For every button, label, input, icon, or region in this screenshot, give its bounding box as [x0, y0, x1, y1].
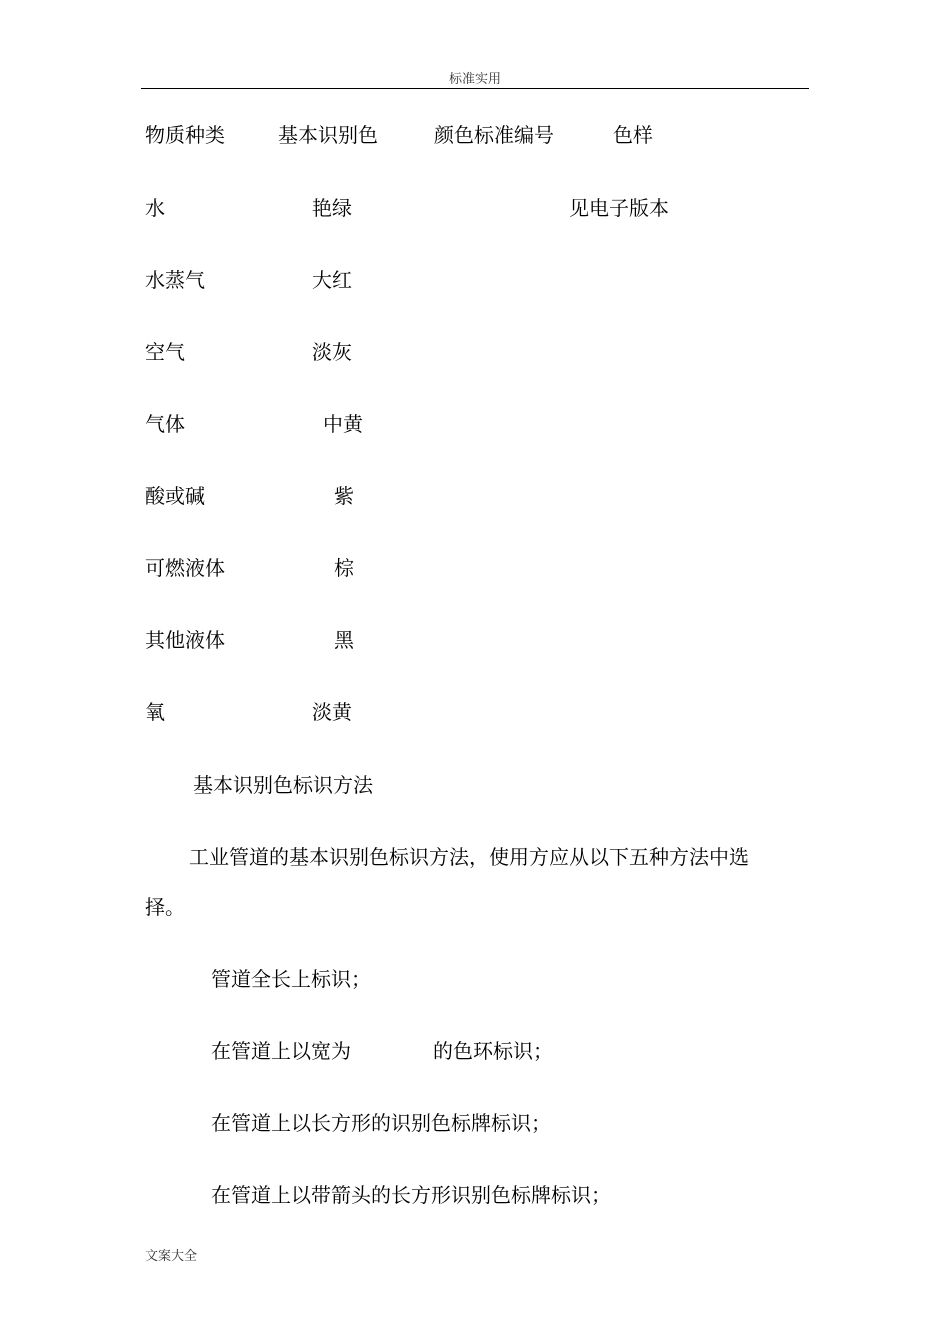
row-substance: 空气: [145, 340, 185, 364]
row-color: 淡黄: [312, 700, 352, 724]
row-color: 中黄: [323, 412, 363, 436]
row-color: 艳绿: [312, 196, 352, 220]
row-color: 紫: [334, 484, 354, 508]
row-substance: 气体: [145, 412, 185, 436]
row-color: 棕: [334, 556, 354, 580]
col-header-basic-color: 基本识别色: [278, 123, 378, 147]
page-footer: 文案大全: [145, 1249, 198, 1264]
section-heading: 基本识别色标识方法: [193, 773, 373, 797]
method-item: 在管道上以带箭头的长方形识别色标牌标识；: [211, 1183, 611, 1207]
page-header: 标准实用: [448, 72, 501, 87]
method-item-continuation: 的色环标识；: [433, 1039, 553, 1063]
row-substance: 水: [145, 196, 165, 220]
row-substance: 可燃液体: [145, 556, 225, 580]
method-item: 管道全长上标识；: [211, 967, 371, 991]
col-header-color-code: 颜色标准编号: [434, 123, 554, 147]
col-header-sample: 色样: [613, 123, 653, 147]
col-header-substance: 物质种类: [145, 123, 225, 147]
row-color: 淡灰: [312, 340, 352, 364]
method-item: 在管道上以宽为: [211, 1039, 351, 1063]
intro-paragraph-line: 择。: [145, 895, 185, 919]
row-substance: 水蒸气: [145, 268, 205, 292]
row-color: 黑: [334, 628, 354, 652]
row-substance: 其他液体: [145, 628, 225, 652]
row-substance: 氧: [145, 700, 165, 724]
row-color: 大红: [312, 268, 352, 292]
row-substance: 酸或碱: [145, 484, 205, 508]
intro-paragraph-line: 工业管道的基本识别色标识方法，使用方应从以下五种方法中选: [189, 845, 749, 869]
header-rule: [141, 88, 809, 89]
row-note: 见电子版本: [569, 196, 669, 220]
method-item: 在管道上以长方形的识别色标牌标识；: [211, 1111, 551, 1135]
